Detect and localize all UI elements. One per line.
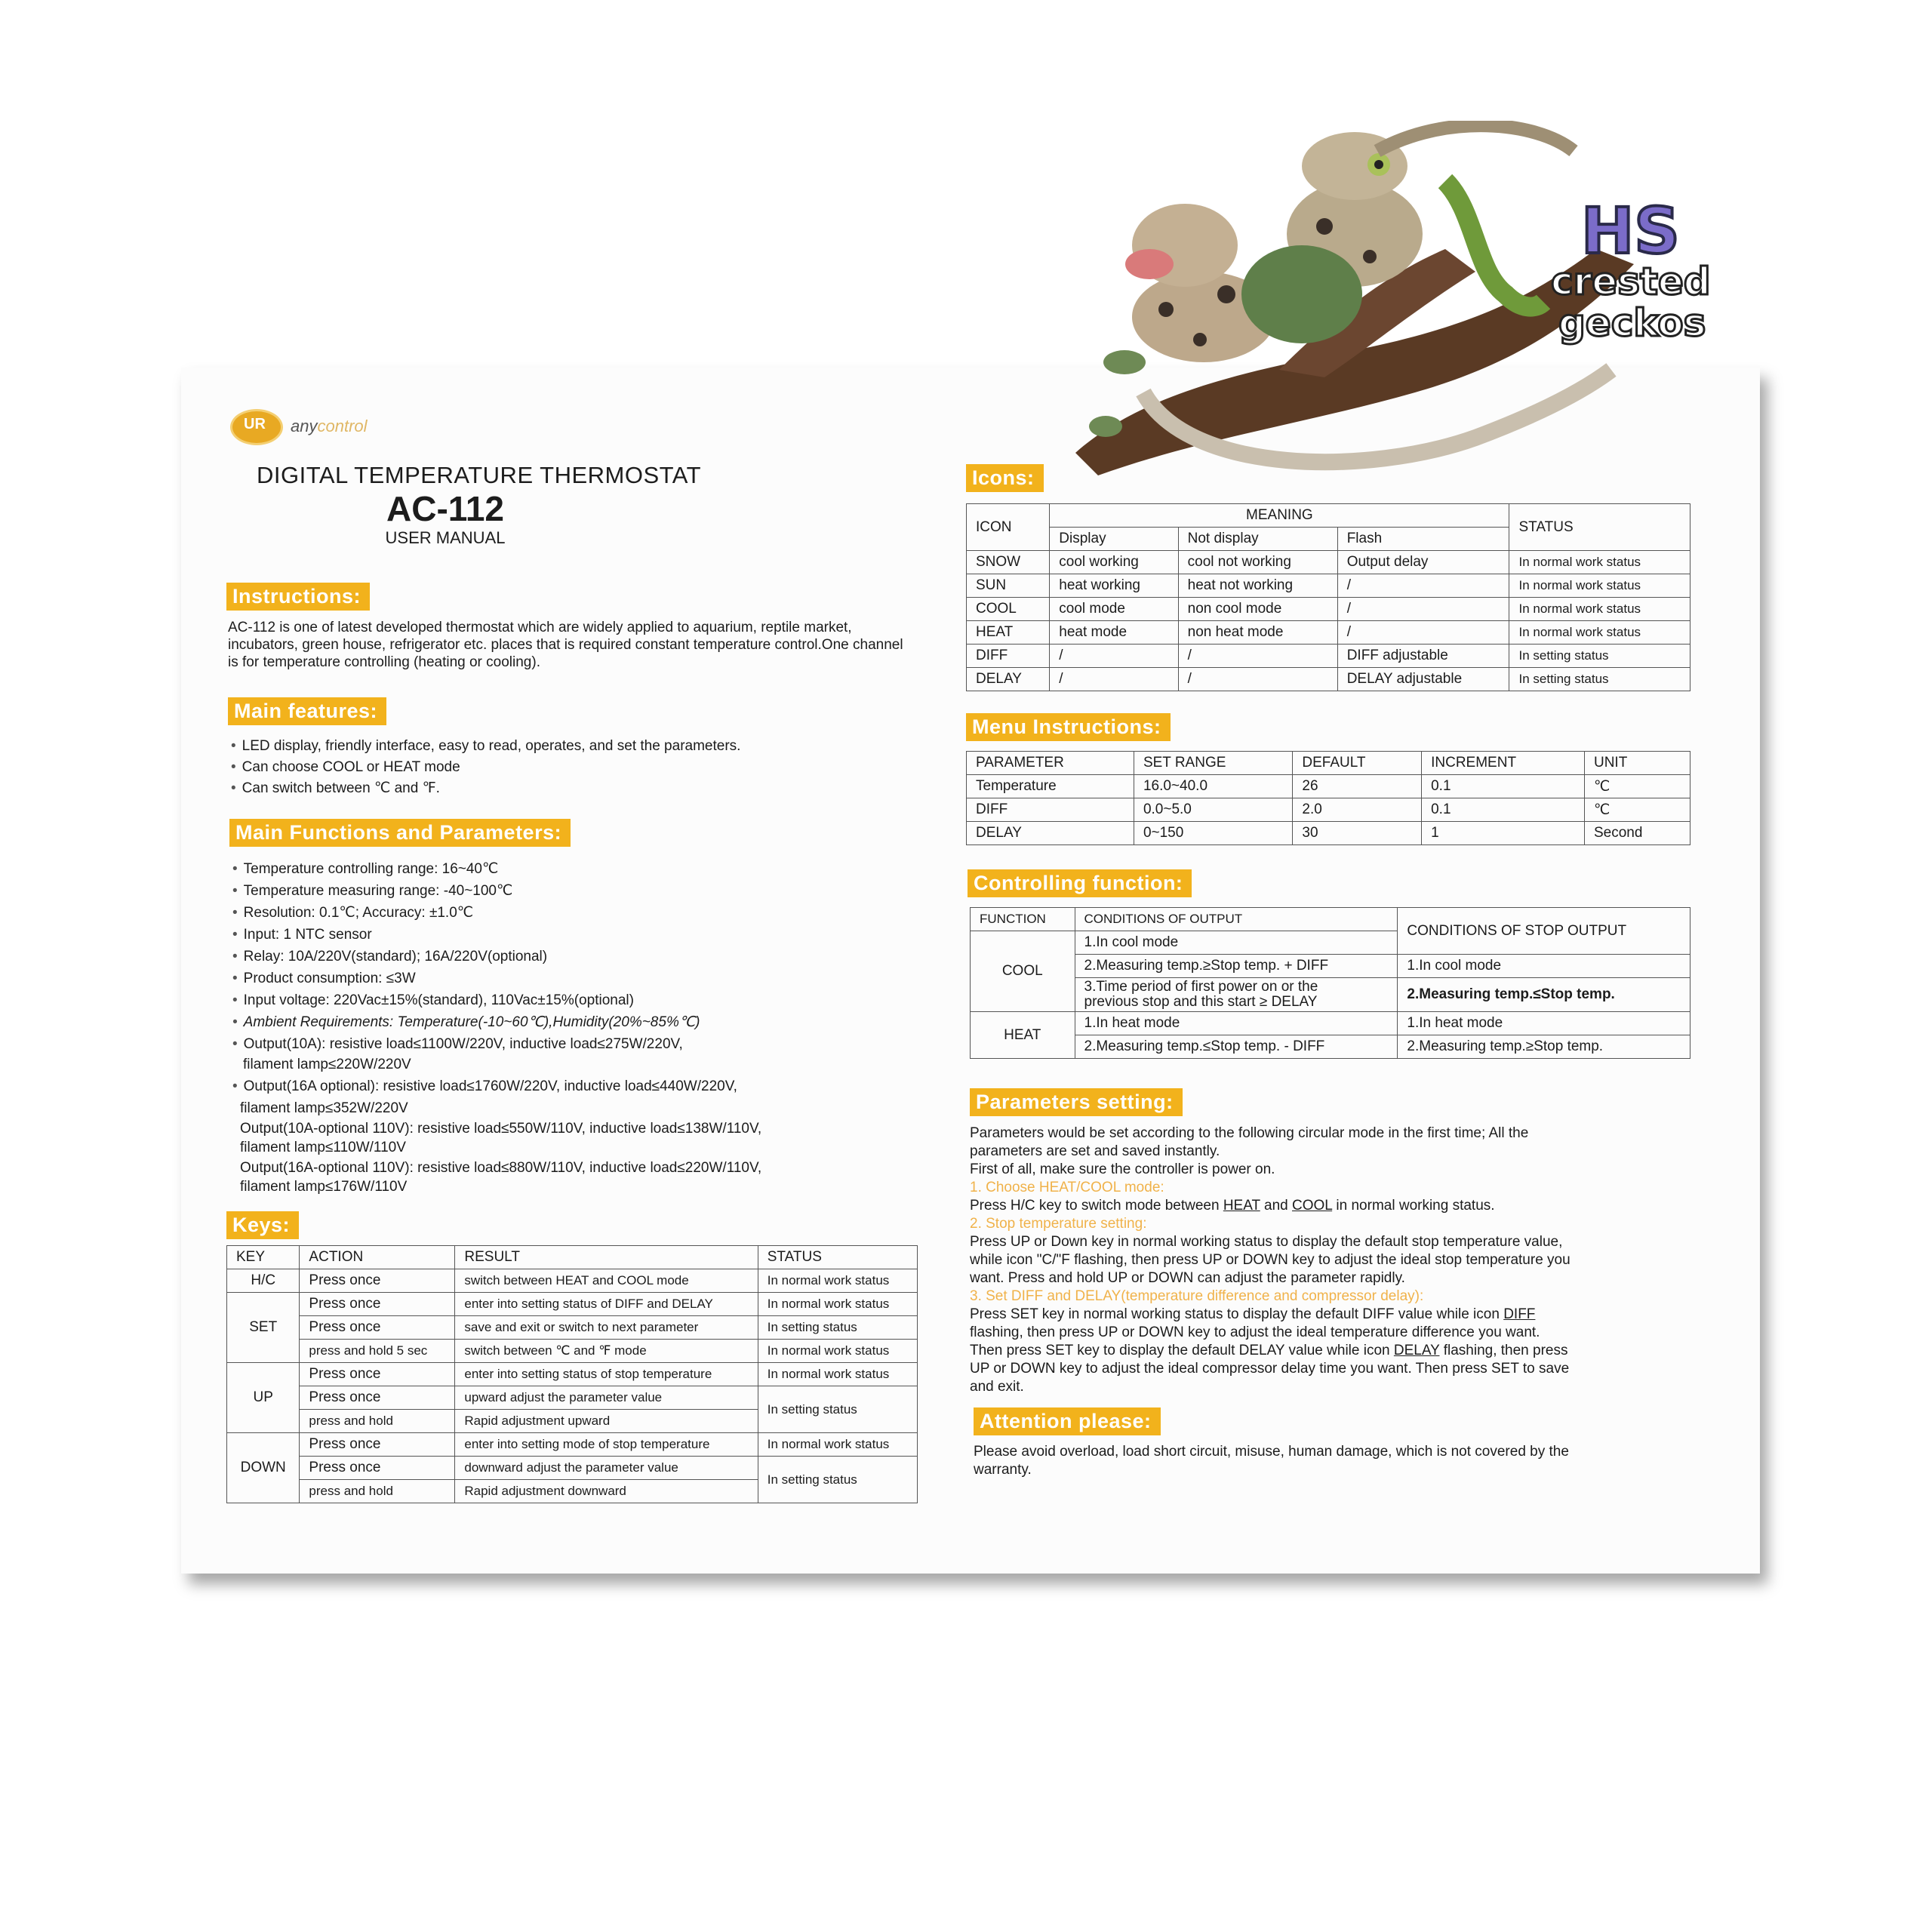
feature-item: • LED display, friendly interface, easy to read, operates, and set the parameters. — [231, 737, 740, 755]
function-item: Output(16A-optional 110V): resistive load≤880W/110V, inductive load≤220W/110V, — [240, 1160, 762, 1176]
key-cell: SET — [227, 1293, 300, 1363]
heading-icons: Icons: — [966, 464, 1044, 492]
brand-name-control: control — [317, 417, 368, 435]
function-item: • Temperature measuring range: -40~100℃ — [232, 882, 512, 900]
title-line1: DIGITAL TEMPERATURE THERMOSTAT — [257, 462, 702, 488]
attention-text: Please avoid overload, load short circuit, misuse, human damage, which is not covered by the warranty. — [974, 1444, 1569, 1478]
menu-table — [966, 751, 1690, 845]
icons-table: ICON MEANING STATUS Display Not display Flash SNOW cool working cool not working Output delay In normal work status SUN heat working heat not working / In normal work status COOL cool mode non cool mode / In normal work status HEAT heat mode non heat mode / In normal work status DIFF / / DIFF adjustable In setting status DELAY / / DELAY adjustable In setting status — [966, 503, 1690, 691]
function-item: • Product consumption: ≤3W — [232, 970, 416, 988]
table-row: press and hold Rapid adjustment downward — [227, 1480, 918, 1503]
logo-geckos: geckos — [1558, 301, 1706, 345]
heading-parameters-setting: Parameters setting: — [970, 1088, 1183, 1116]
table-row: DELAY 0~150 30 1 Second — [967, 822, 1690, 845]
title-line3: USER MANUAL — [385, 528, 506, 547]
controlling-table: FUNCTION CONDITIONS OF OUTPUT CONDITIONS OF STOP OUTPUT COOL 1.In cool mode 2.Measuring temp.≥Stop temp. + DIFF 1.In cool mode 3.Time period of first power on or the previous stop and this start ≥ DELAY 2.Measuring temp.≤Stop temp. HEAT 1.In heat mode 1.In heat mode 2.Measuring temp.≤Stop temp. - DIFF 2.Measuring temp.≥Stop temp. — [970, 907, 1690, 1059]
function-item: • Temperature controlling range: 16~40℃ — [232, 860, 498, 878]
parameters-text: Parameters would be set according to the following circular mode in the first time; All the parameters are set and saved instantly. First of all, make sure the controller is power on. 1. Choose HEAT/COOL mode: Press H/C key to switch mode between HEAT and COOL in normal working status. 2. Stop temperature setting: Press UP or Down key in normal working status to display the default stop temperature value, while icon "C/"F flashing, then press UP or DOWN key to adjust the ideal stop temperature you want. Press and hold UP or DOWN can adjust the parameter rapidly. 3. Set DIFF and DELAY(temperature difference and compressor delay): Press SET key in normal working status to display the default DIFF value while icon DIFF flashing, then press UP or DOWN key to adjust the ideal temperature difference you want. Then press SET key to display the default DELAY value while icon DELAY flashing, then press UP or DOWN key to adjust the ideal compressor delay time you want. Then press SET to save and exit. — [970, 1125, 1571, 1395]
table-row: DIFF / / DIFF adjustable In setting status — [967, 645, 1690, 668]
key-cell: UP — [227, 1363, 300, 1433]
table-row: Press once upward adjust the parameter value In setting status — [227, 1386, 918, 1410]
table-row: SUN heat working heat not working / In normal work status — [967, 574, 1690, 598]
heading-main-features: Main features: — [228, 697, 386, 725]
title-model: AC-112 — [386, 489, 504, 528]
heading-main-functions: Main Functions and Parameters: — [229, 819, 571, 847]
heading-attention: Attention please: — [974, 1407, 1161, 1435]
table-row: Press once save and exit or switch to next parameter In setting status — [227, 1316, 918, 1340]
table-row: COOL cool mode non cool mode / In normal work status — [967, 598, 1690, 621]
table-row: HEAT heat mode non heat mode / In normal work status — [967, 621, 1690, 645]
function-item: • Ambient Requirements: Temperature(-10~60℃),Humidity(20%~85%℃) — [232, 1014, 700, 1032]
table-row: H/C Press once switch between HEAT and COOL mode In normal work status — [227, 1269, 918, 1293]
table-row: UP Press once enter into setting status of stop temperature In normal work status — [227, 1363, 918, 1386]
feature-item: • Can switch between ℃ and ℉. — [231, 780, 440, 798]
key-cell: H/C — [227, 1269, 300, 1293]
function-item: • Resolution: 0.1℃; Accuracy: ±1.0℃ — [232, 904, 473, 922]
table-row: DELAY / / DELAY adjustable In setting status — [967, 668, 1690, 691]
col-header: RESULT — [455, 1246, 758, 1269]
brand-badge-letters: UR — [244, 416, 266, 432]
document-title — [257, 462, 702, 548]
function-item: Output(10A-optional 110V): resistive load≤550W/110V, inductive load≤138W/110V, — [240, 1121, 762, 1137]
logo-crested: crested — [1551, 260, 1711, 303]
table-row: SNOW cool working cool not working Output delay In normal work status — [967, 551, 1690, 574]
function-item-cont: filament lamp≤176W/110V — [240, 1179, 408, 1195]
heading-instructions: Instructions: — [226, 583, 370, 611]
function-item-cont: filament lamp≤352W/220V — [240, 1100, 408, 1116]
function-item: • Input voltage: 220Vac±15%(standard), 110Vac±15%(optional) — [232, 992, 634, 1010]
table-row: Temperature 16.0~40.0 26 0.1 ℃ — [967, 775, 1690, 798]
function-item-cont: filament lamp≤110W/110V — [240, 1140, 406, 1155]
heading-menu-instructions: Menu Instructions: — [966, 713, 1171, 741]
gecko-artwork — [1053, 121, 1732, 491]
col-header: KEY — [227, 1246, 300, 1269]
table-row: DIFF 0.0~5.0 2.0 0.1 ℃ — [967, 798, 1690, 822]
table-row: press and hold Rapid adjustment upward — [227, 1410, 918, 1433]
keys-table — [226, 1245, 918, 1503]
col-header: STATUS — [758, 1246, 917, 1269]
table-header-row: PARAMETER SET RANGE DEFAULT INCREMENT UNIT — [967, 752, 1690, 775]
logo-hs: HS — [1581, 194, 1680, 268]
function-item: • Input: 1 NTC sensor — [232, 926, 372, 944]
function-item-cont: filament lamp≤220W/220V — [243, 1057, 411, 1072]
leaf-shape — [1241, 245, 1362, 343]
col-header: ACTION — [300, 1246, 455, 1269]
feature-item: • Can choose COOL or HEAT mode — [231, 758, 460, 777]
function-item: • Output(16A optional): resistive load≤1760W/220V, inductive load≤440W/220V, — [232, 1078, 737, 1096]
table-row: press and hold 5 sec switch between ℃ and ℉ mode In normal work status — [227, 1340, 918, 1363]
key-cell: DOWN — [227, 1433, 300, 1503]
brand-name-any: any — [291, 417, 318, 435]
table-header-row — [227, 1246, 918, 1269]
heading-controlling-function: Controlling function: — [968, 869, 1192, 897]
instructions-text: AC-112 is one of latest developed thermostat which are widely applied to aquarium, reptile market, incubators, green house, refrigerator etc. places that is required constant temperature control.One channel is for temperature controlling (heating or cooling). — [228, 620, 903, 670]
table-row: SET Press once enter into setting status of DIFF and DELAY In normal work status — [227, 1293, 918, 1316]
manual-sheet — [181, 368, 1760, 1574]
heading-keys: Keys: — [226, 1211, 299, 1239]
function-item: • Output(10A): resistive load≤1100W/220V, inductive load≤275W/220V, — [232, 1035, 683, 1054]
table-row: DOWN Press once enter into setting mode of stop temperature In normal work status — [227, 1433, 918, 1457]
table-row: Press once downward adjust the parameter value In setting status — [227, 1457, 918, 1480]
function-item: • Relay: 10A/220V(standard); 16A/220V(optional) — [232, 948, 547, 966]
